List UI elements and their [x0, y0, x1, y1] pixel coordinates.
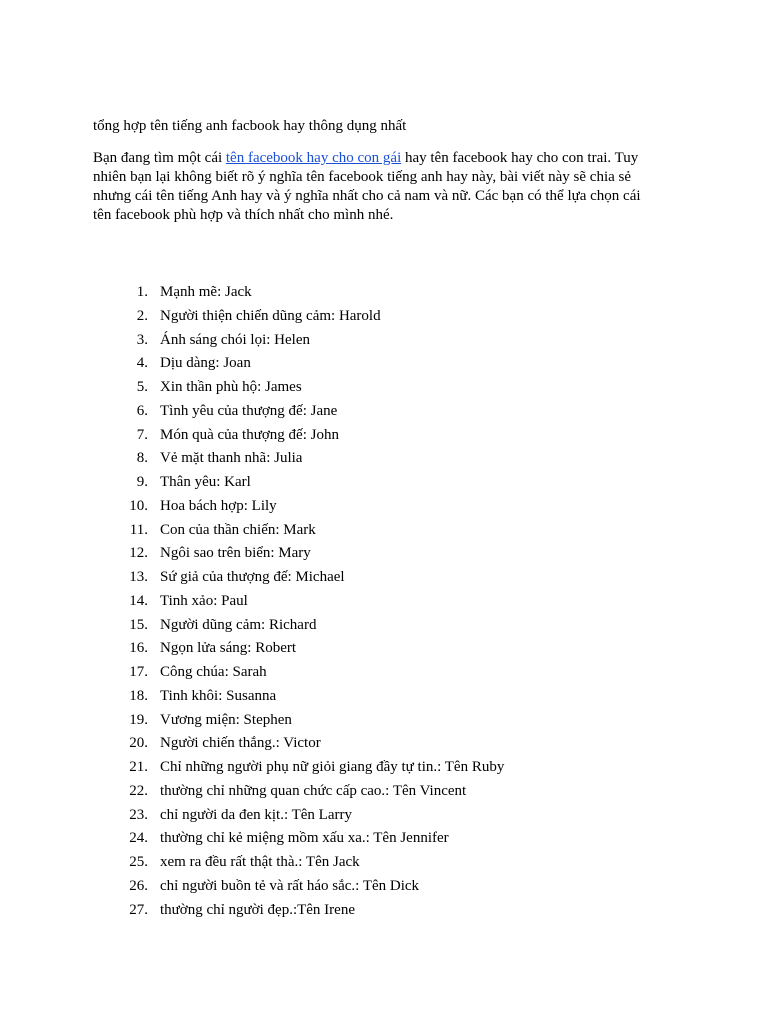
- list-item-text: chỉ người buồn tẻ và rất háo sắc.: Tên Dick: [160, 877, 420, 894]
- list-item-number: 26.: [129, 877, 148, 894]
- list-item-text: Vương miện: Stephen: [160, 711, 292, 728]
- intro-line-1: [93, 149, 673, 168]
- list-item-number: 12.: [129, 545, 148, 562]
- list-item-number: 2.: [136, 307, 148, 324]
- intro-paragraph: [93, 149, 673, 225]
- list-item-number: 9.: [136, 474, 148, 490]
- intro-text-before-link: Bạn đang tìm một cái: [93, 150, 226, 166]
- list-item-number: 10.: [129, 497, 148, 514]
- list-item-number: 4.: [136, 355, 148, 372]
- list-item-text: thường chỉ những quan chức cấp cao.: Tên Vincent: [160, 782, 467, 799]
- list-item-text: Tinh xảo: Paul: [160, 592, 248, 609]
- list-item-number: 3.: [136, 331, 148, 348]
- list-item-number: 22.: [129, 782, 148, 799]
- facebook-name-girls-link[interactable]: tên facebook hay cho con gái: [225, 150, 402, 166]
- list-item-text: Thân yêu: Karl: [160, 474, 251, 490]
- list-item-text: thường chỉ kẻ miệng mồm xấu xa.: Tên Jennifer: [160, 830, 449, 847]
- list-item-text: Sứ giả của thượng đế: Michael: [160, 569, 345, 585]
- intro-line-2: nhiên bạn lại không biết rõ ý nghĩa tên facebook tiếng anh hay này, bài viết này sẽ chia sẻ: [93, 169, 632, 185]
- list-item-number: 27.: [129, 901, 148, 918]
- list-item-text: Chỉ những người phụ nữ giỏi giang đầy tự tin.: Tên Ruby: [160, 759, 505, 775]
- list-item-number: 19.: [129, 711, 148, 728]
- list-item-number: 5.: [136, 379, 148, 395]
- list-item-text: Xin thần phù hộ: James: [160, 379, 302, 395]
- list-item-number: 24.: [129, 830, 148, 847]
- list-item-text: chỉ người da đen kịt.: Tên Larry: [160, 806, 352, 823]
- list-item-text: Con của thần chiến: Mark: [160, 521, 316, 538]
- list-item-text: Hoa bách hợp: Lily: [160, 497, 277, 514]
- intro-line-4: tên facebook phù hợp và thích nhất cho mình nhé.: [93, 207, 394, 223]
- list-item-text: thường chỉ người đẹp.:Tên Irene: [160, 901, 355, 918]
- list-item-text: Mạnh mẽ: Jack: [160, 284, 252, 300]
- list-item-text: Người thiện chiến dũng cảm: Harold: [160, 307, 381, 324]
- list-item-text: Ngọn lửa sáng: Robert: [160, 640, 297, 657]
- intro-text-after-link: hay tên facebook hay cho con trai. Tuy: [401, 150, 639, 166]
- list-item-text: Ánh sáng chói lọi: Helen: [160, 331, 310, 348]
- list-item-text: Công chúa: Sarah: [160, 664, 267, 680]
- list-item-number: 25.: [129, 854, 148, 870]
- list-item-number: 11.: [129, 521, 148, 538]
- list-item-number: 20.: [129, 735, 148, 752]
- list-item-text: Dịu dàng: Joan: [160, 355, 251, 372]
- list-item-text: Ngôi sao trên biển: Mary: [160, 545, 311, 562]
- list-item-number: 1.: [136, 284, 148, 300]
- list-item-number: 7.: [136, 426, 148, 443]
- list-item-text: Tinh khôi: Susanna: [160, 687, 277, 704]
- list-item-number: 16.: [129, 640, 148, 657]
- list-item-number: 14.: [129, 592, 148, 609]
- list-item-number: 13.: [129, 569, 148, 585]
- document-heading: tổng hợp tên tiếng anh facbook hay thông dụng nhất: [93, 118, 407, 134]
- list-item-number: 18.: [129, 687, 148, 704]
- list-item-text: xem ra đều rất thật thà.: Tên Jack: [160, 854, 360, 870]
- list-item-number: 6.: [136, 402, 148, 419]
- list-item-number: 15.: [129, 616, 148, 633]
- intro-line-3: nhưng cái tên tiếng Anh hay và ý nghĩa nhất cho cả nam và nữ. Các bạn có thể lựa chọn cái: [93, 188, 641, 204]
- list-item-text: Món quà của thượng đế: John: [160, 426, 339, 443]
- list-item-number: 21.: [129, 759, 148, 775]
- list-item-number: 23.: [129, 806, 148, 823]
- list-item-text: Vẻ mặt thanh nhã: Julia: [160, 450, 303, 467]
- list-item-number: 17.: [129, 664, 148, 680]
- list-item-text: Người chiến thắng.: Victor: [160, 735, 321, 752]
- list-item-text: Tình yêu của thượng đế: Jane: [160, 402, 338, 419]
- list-item-text: Người dũng cảm: Richard: [160, 616, 317, 633]
- list-item-number: 8.: [136, 450, 148, 467]
